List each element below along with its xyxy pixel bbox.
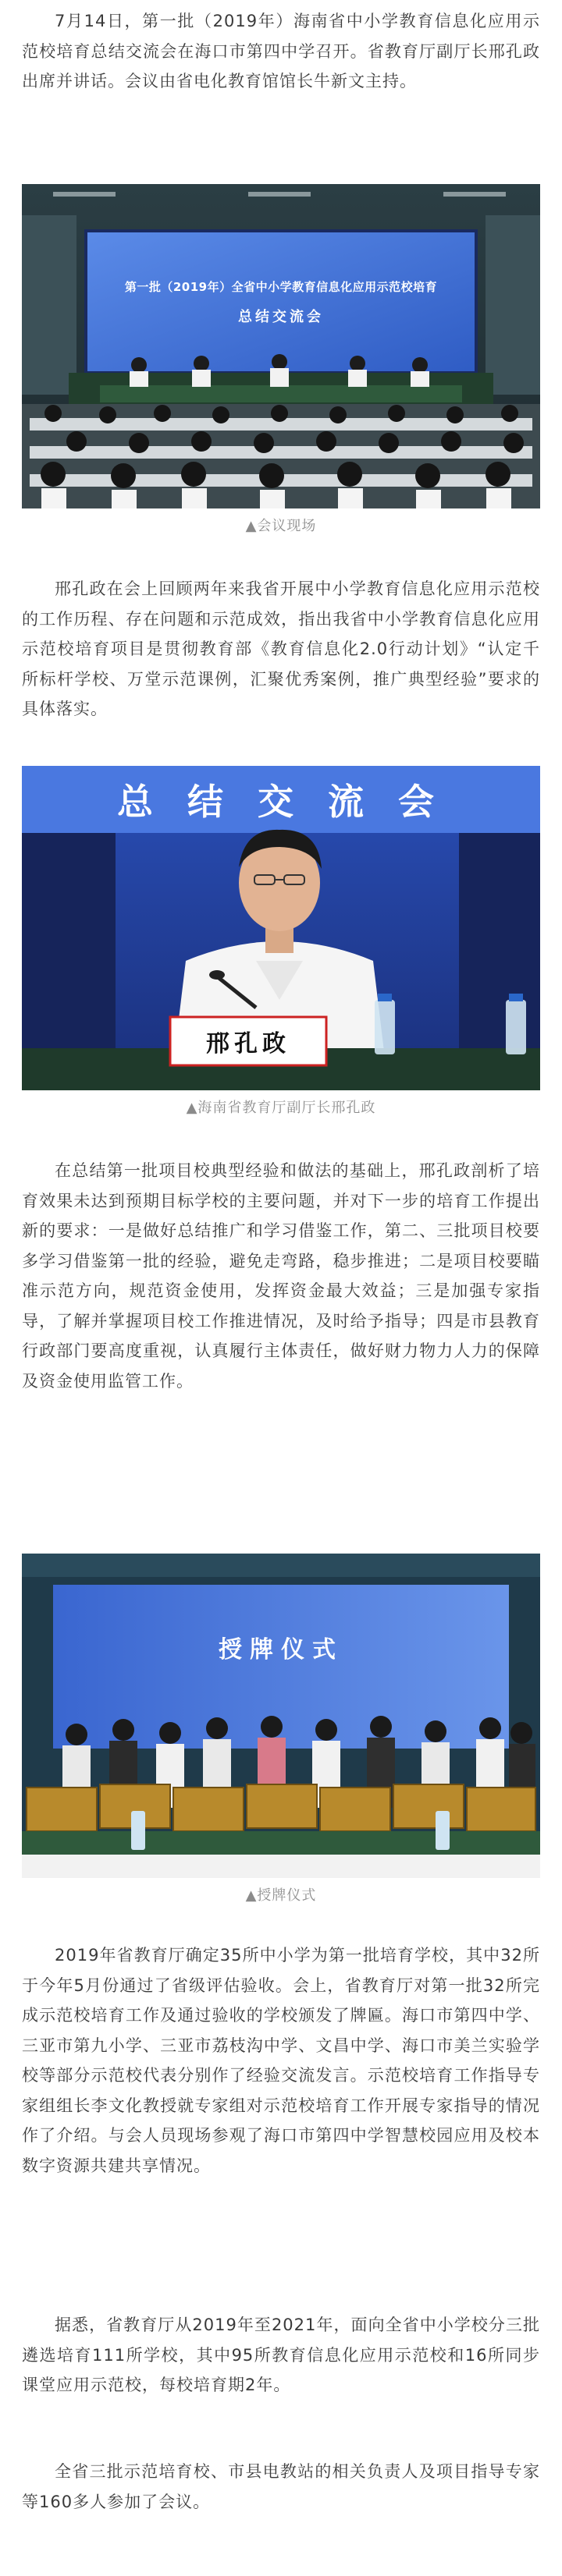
tablecloth [100, 385, 462, 402]
screen-banner [22, 772, 540, 827]
paragraph-requirements: 在总结第一批项目校典型经验和做法的基础上，邢孔政剖析了培育效果未达到预期目标学校的主要问题，并对下一步的培育工作提出新的要求：一是做好总结推广和学习借鉴工作，第二、三批项目校要多学习借鉴第一批的经验，避免走弯路，稳步推进；二是项目校要瞄准示范方向，规范资金使用，发挥资金最大效益；三是加强专家指导，了解并掌握项目校工作推进情况，及时给予指导；四是市县教育行政部门要高度重视，认真履行主体责任，做好财力物力人力的保障及资金使用监管工作。 [22, 1161, 540, 1391]
screen-banner-text: 总 结 交 流 会 [116, 781, 446, 823]
screen-banner [86, 231, 476, 373]
screen-banner [53, 1624, 509, 1671]
nameplate-text: 邢孔政 [206, 1030, 290, 1058]
plaque-ceremony-illustration [22, 1554, 540, 1878]
plaque-ceremony-photo [22, 1554, 540, 1878]
paragraph-attendance: 全省三批示范培育校、市县电教站的相关负责人及项目指导专家等160多人参加了会议。 [22, 2462, 540, 2511]
caption-meeting-scene: ▲会议现场 [245, 518, 317, 534]
paragraph-plan: 据悉，省教育厅从2019年至2021年，面向全省中小学校分三批遴选培育111所学校，其中95所教育信息化应用示范校和16所同步课堂应用示范校，每校培育期2年。 [22, 2316, 540, 2394]
meeting-scene-photo [22, 184, 540, 508]
screen-banner-line1: 第一批（2019年）全省中小学教育信息化应用示范校培育 [124, 279, 438, 294]
caption-speaker: ▲海南省教育厅副厅长邢孔政 [186, 1100, 376, 1116]
paragraph-intro: 7月14日，第一批（2019年）海南省中小学教育信息化应用示范校培育总结交流会在海口市第四中学召开。省教育厅副厅长邢孔政出席并讲话。会议由省电化教育馆馆长牛新文主持。 [22, 12, 540, 90]
paragraph-review: 邢孔政在会上回顾两年来我省开展中小学教育信息化应用示范校的工作历程、存在问题和示范成效，指出我省中小学教育信息化应用示范校培育项目是贯彻教育部《教育信息化2.0行动计划》“认定千所标杆学校、万堂示范课例，汇聚优秀案例，推广典型经验”要求的具体落实。 [22, 579, 540, 718]
paragraph-first-batch: 2019年省教育厅确定35所中小学为第一批培育学校，其中32所于今年5月份通过了省级评估验收。会上，省教育厅对第一批32所完成示范校培育工作及通过验收的学校颁发了牌匾。海口市第四中学、三亚市第九小学、三亚市荔枝沟中学、文昌中学、海口市美兰实验学校等部分示范校代表分别作了经验交流发言。示范校培育工作指导专家组组长李文化教授就专家组对示范校培育工作开展专家指导的情况作了介绍。与会人员现场参观了海口市第四中学智慧校园应用及校本数字资源共建共享情况。 [22, 1946, 540, 2175]
screen-banner-text: 授牌仪式 [219, 1636, 343, 1664]
speaker-photo [22, 766, 540, 1090]
caption-plaque-ceremony: ▲授牌仪式 [245, 1887, 317, 1904]
screen-banner-line2: 总结交流会 [238, 308, 324, 325]
plaques [27, 1784, 535, 1831]
nameplate [170, 1017, 326, 1065]
